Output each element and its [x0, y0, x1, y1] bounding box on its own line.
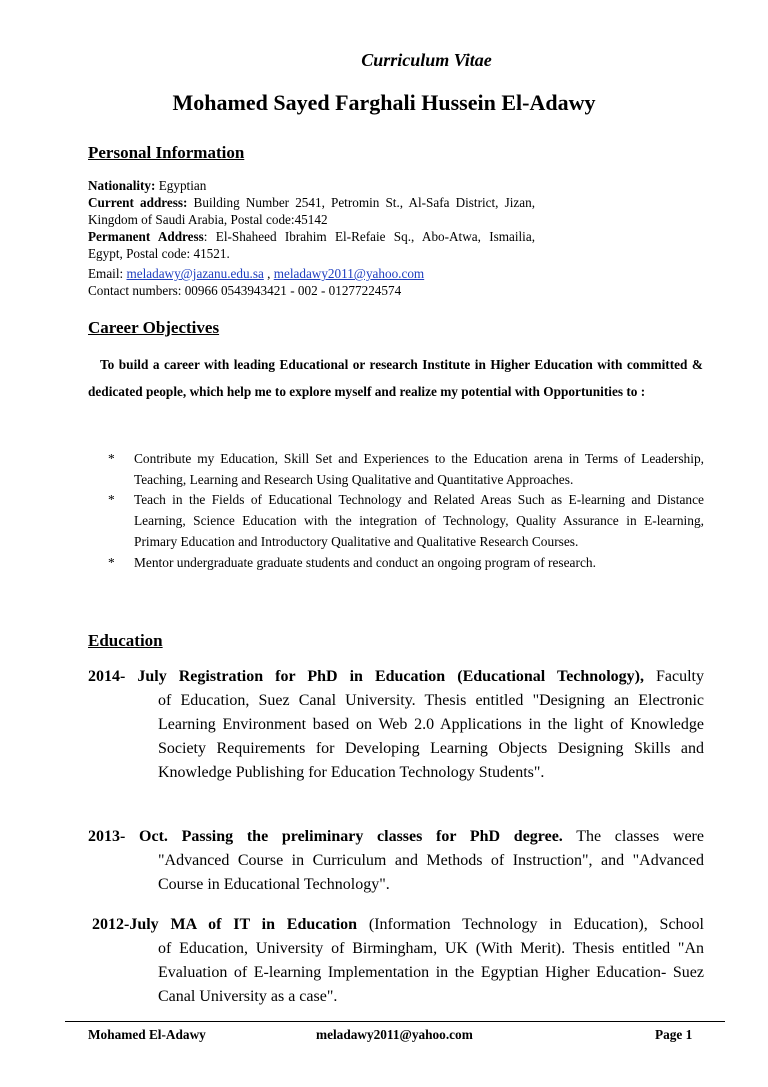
objective-text: Teach in the Fields of Educational Technology and Related Areas Such as E-learning and Distance Learning, Science Education with the integration of Technology, Quality Assurance in E-learning, Primary Education and Introductory Qualitative and Qualitative Research Courses. — [134, 492, 704, 549]
entry-details: "Advanced Course in Curriculum and Methods of Instruction", and "Advanced Course in Educational Technology". — [158, 852, 704, 893]
entry-first-line — [88, 665, 704, 689]
objective-text: Contribute my Education, Skill Set and Experiences to the Education arena in Terms of Leadership, Teaching, Learning and Research Using Qualitative and Quantitative Approaches. — [134, 451, 704, 487]
career-objective-text: To build a career with leading Educational or research Institute in Higher Education with committed & dedicated people, which help me to explore myself and realize my potential with Opportunities to : — [88, 357, 703, 399]
document-title: Curriculum Vitae — [361, 50, 492, 70]
entry-title-continuation: (Information Technology in Education), School — [357, 916, 704, 933]
contact-numbers: Contact numbers: 00966 0543943421 - 002 - 01277224574 — [88, 283, 402, 298]
current-address-value: Building Number 2541, Petromin St., Al-Safa District, Jizan, Kingdom of Saudi Arabia, Postal code:45142 — [88, 195, 535, 227]
objective-text: Mentor undergraduate graduate students and conduct an ongoing program of research. — [134, 554, 596, 570]
entry-title-continuation: Faculty — [643, 668, 704, 685]
career-objective-intro — [88, 352, 703, 405]
bullet-asterisk: * — [108, 554, 115, 570]
footer-page-number: Page 1 — [655, 1027, 693, 1042]
entry-title: 2013- Oct. Passing the preliminary classes for PhD degree. — [88, 828, 563, 845]
candidate-name: Mohamed Sayed Farghali Hussein El-Adawy — [172, 90, 596, 115]
permanent-address-label: Permanent Address — [88, 229, 204, 244]
entry-details: of Education, Suez Canal University. Thesis entitled "Designing an Electronic Learning Environment based on Web 2.0 Applications in the light of Knowledge Society Requirements for Developing Learning Objects Designing Skills and Knowledge Publishing for Education Technology Students". — [158, 692, 704, 781]
entry-first-line — [88, 825, 704, 849]
current-address-label: Current address: — [88, 195, 188, 210]
entry-details: of Education, University of Birmingham, UK (With Merit). Thesis entitled "An Evaluation of E-learning Implementation in the Egyptian Higher Education- Suez Canal University as a case". — [158, 940, 704, 1005]
education-entry-phd-registration — [88, 665, 704, 785]
education-entry-ma — [92, 913, 704, 1009]
bullet-asterisk: * — [108, 451, 115, 466]
section-heading-education: Education — [88, 631, 163, 650]
current-address-row — [88, 194, 535, 228]
bullet-asterisk: * — [108, 492, 115, 508]
entry-title: 2014- July Registration for PhD in Education (Educational Technology), — [88, 668, 644, 685]
entry-title-continuation: The classes were — [562, 828, 704, 845]
footer-divider — [65, 1021, 725, 1022]
nationality-value: Egyptian — [155, 178, 207, 193]
list-item — [108, 449, 704, 490]
email-link-jazanu[interactable]: meladawy@jazanu.edu.sa — [126, 266, 264, 281]
permanent-address-value: : El-Shaheed Ibrahim El-Refaie Sq., Abo-Atwa, Ismailia, Egypt, Postal code: 41521. — [88, 229, 535, 261]
education-entry-phd-classes — [88, 825, 704, 897]
footer-name: Mohamed El-Adawy — [88, 1027, 206, 1042]
permanent-address-row — [88, 228, 535, 262]
nationality-row — [88, 177, 535, 194]
section-heading-career: Career Objectives — [88, 318, 220, 337]
email-link-yahoo[interactable]: meladawy2011@yahoo.com — [273, 266, 425, 281]
entry-first-line — [92, 913, 704, 937]
list-item — [108, 490, 704, 552]
email-label: Email: — [88, 266, 127, 281]
nationality-label: Nationality: — [88, 178, 156, 193]
personal-information — [88, 177, 535, 299]
email-separator: , — [263, 266, 274, 281]
career-objective-list — [108, 449, 704, 573]
entry-title: 2012-July MA of IT in Education — [92, 916, 358, 933]
section-heading-personal: Personal Information — [88, 143, 245, 162]
footer-email: meladawy2011@yahoo.com — [316, 1027, 473, 1042]
email-row — [88, 265, 535, 282]
list-item — [108, 553, 704, 574]
